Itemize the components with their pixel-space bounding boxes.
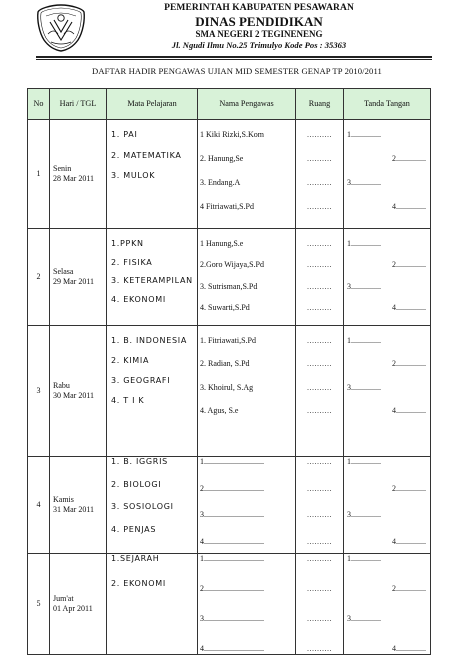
room-item: .......... xyxy=(307,510,332,520)
invigilator-item: 1. Fitriawati,S.Pd xyxy=(200,336,257,345)
subject-item: 1. B. INDONESIA xyxy=(111,336,187,345)
invigilator-item: 2.............................. xyxy=(200,584,264,593)
subject-item-cell xyxy=(107,229,198,326)
invigilator-item: 4.............................. xyxy=(200,536,264,546)
row-date: 31 Mar 2011 xyxy=(53,505,95,514)
invigilator-item: 2. Radian, S.Pd xyxy=(200,359,250,369)
invigilator-item-cell xyxy=(198,554,296,655)
signature-line-list xyxy=(344,554,430,654)
subject-item-list xyxy=(107,130,197,212)
row-date-cell xyxy=(50,120,107,229)
room-item: .......... xyxy=(307,382,332,392)
subject-item: 1.SEJARAH xyxy=(111,554,160,563)
signature-line: 3............... xyxy=(347,614,381,623)
room-item-cell xyxy=(296,554,344,655)
invigilator-item-cell xyxy=(198,457,296,554)
signature-line: 4............... xyxy=(392,302,426,312)
tut-wuri-handayani-logo-icon xyxy=(36,4,86,52)
invigilator-item-list xyxy=(198,336,295,416)
subject-item: 4. PENJAS xyxy=(111,524,157,534)
room-item: .......... xyxy=(307,281,332,291)
subject-item: 3. MULOK xyxy=(111,171,156,180)
room-item: .......... xyxy=(307,536,332,546)
signature-line: 3............... xyxy=(347,178,381,187)
row-day: Senin xyxy=(53,164,72,173)
invigilator-item-cell xyxy=(198,120,296,229)
subject-item-list xyxy=(107,239,197,313)
room-item: .......... xyxy=(307,336,332,345)
signature-line-cell xyxy=(344,326,431,457)
document-title: DAFTAR HADIR PENGAWAS UJIAN MID SEMESTER GENAP TP 2010/2011 xyxy=(92,66,382,76)
subject-item: 2. BIOLOGI xyxy=(111,479,162,489)
room-item-cell xyxy=(296,229,344,326)
letterhead-divider-thick xyxy=(36,56,432,58)
subject-item-list xyxy=(107,336,197,416)
invigilator-item-list xyxy=(198,554,295,654)
subject-item-cell xyxy=(107,326,198,457)
agency-name: DINAS PENDIDIKAN xyxy=(195,14,323,29)
header-room: Ruang xyxy=(296,89,344,120)
room-item: .......... xyxy=(307,202,332,211)
room-item-list xyxy=(296,457,343,547)
room-item-list xyxy=(296,554,343,654)
table-body xyxy=(28,120,431,655)
invigilator-item: 3. Sutrisman,S.Pd xyxy=(200,281,258,291)
invigilator-item: 2.Goro Wijaya,S.Pd xyxy=(200,260,264,270)
signature-line: 1............... xyxy=(347,457,381,466)
signature-line: 4............... xyxy=(392,536,426,546)
signature-line-cell xyxy=(344,229,431,326)
signature-line: 2............... xyxy=(392,154,426,163)
invigilator-item-list xyxy=(198,239,295,313)
signature-line: 4............... xyxy=(392,202,426,211)
signature-line: 3............... xyxy=(347,281,381,291)
signature-line-list xyxy=(344,130,430,212)
subject-item: 1.PPKN xyxy=(111,239,144,248)
subject-item-cell xyxy=(107,554,198,655)
table-row xyxy=(28,554,431,655)
signature-line: 2............... xyxy=(392,584,426,593)
invigilator-item: 2.............................. xyxy=(200,483,264,493)
room-item: .......... xyxy=(307,614,332,623)
subject-item: 2. EKONOMI xyxy=(111,579,166,588)
invigilator-item-cell xyxy=(198,326,296,457)
invigilator-item: 4.............................. xyxy=(200,644,264,653)
room-item-cell xyxy=(296,120,344,229)
row-date: 29 Mar 2011 xyxy=(53,277,95,286)
header-subject: Mata Pelajaran xyxy=(107,89,198,120)
room-item: .......... xyxy=(307,239,332,248)
signature-line: 1............... xyxy=(347,554,381,563)
room-item: .......... xyxy=(307,302,332,312)
room-item-cell xyxy=(296,326,344,457)
subject-item-cell xyxy=(107,120,198,229)
invigilator-item: 1.............................. xyxy=(200,457,264,466)
signature-line-cell xyxy=(344,554,431,655)
room-item: .......... xyxy=(307,584,332,593)
invigilator-item-list xyxy=(198,457,295,547)
signature-line: 2............... xyxy=(392,260,426,270)
room-item: .......... xyxy=(307,154,332,163)
subject-item: 2. KIMIA xyxy=(111,356,150,365)
letterhead-divider-thin xyxy=(36,59,432,60)
row-number: 1 xyxy=(28,120,50,229)
letterhead xyxy=(0,0,474,56)
subject-item-cell xyxy=(107,457,198,554)
signature-line: 1............... xyxy=(347,336,381,345)
row-number: 4 xyxy=(28,457,50,554)
signature-line-list xyxy=(344,336,430,416)
room-item: .......... xyxy=(307,260,332,270)
subject-item: 3. KETERAMPILAN xyxy=(111,276,193,285)
row-date-cell xyxy=(50,554,107,655)
government-name: PEMERINTAH KABUPATEN PESAWARAN xyxy=(164,3,354,13)
signature-line: 3............... xyxy=(347,510,381,520)
school-name: SMA NEGERI 2 TEGINENENG xyxy=(195,29,323,39)
signature-line: 4............... xyxy=(392,644,426,653)
row-date-cell xyxy=(50,229,107,326)
room-item: .......... xyxy=(307,405,332,415)
row-date-cell xyxy=(50,326,107,457)
invigilator-item-list xyxy=(198,130,295,212)
invigilator-item: 4. Agus, S.e xyxy=(200,405,239,415)
signature-line: 4............... xyxy=(392,405,426,415)
signature-line: 2............... xyxy=(392,483,426,493)
table-row xyxy=(28,120,431,229)
row-number: 3 xyxy=(28,326,50,457)
signature-line-cell xyxy=(344,457,431,554)
row-number: 2 xyxy=(28,229,50,326)
room-item: .......... xyxy=(307,457,332,466)
subject-item: 3. SOSIOLOGI xyxy=(111,502,174,511)
table-row xyxy=(28,326,431,457)
row-day: Jum'at xyxy=(53,594,74,603)
room-item: .......... xyxy=(307,554,332,563)
room-item-list xyxy=(296,239,343,313)
signature-line: 3............... xyxy=(347,382,381,392)
room-item: .......... xyxy=(307,483,332,493)
subject-item: 4. EKONOMI xyxy=(111,294,166,304)
signature-line-cell xyxy=(344,120,431,229)
subject-item: 3. GEOGRAFI xyxy=(111,376,171,385)
signature-line-list xyxy=(344,457,430,547)
signature-line: 1............... xyxy=(347,130,381,139)
table-row xyxy=(28,229,431,326)
invigilator-item: 3. Khoirul, S.Ag xyxy=(200,382,254,392)
row-date-cell xyxy=(50,457,107,554)
row-day: Kamis xyxy=(53,495,74,504)
room-item: .......... xyxy=(307,644,332,653)
invigilator-item: 4 Fitriawati,S.Pd xyxy=(200,202,255,211)
header-no: No xyxy=(28,89,50,120)
room-item-list xyxy=(296,130,343,212)
row-number: 5 xyxy=(28,554,50,655)
row-date: 01 Apr 2011 xyxy=(53,604,93,613)
invigilator-item: 3. Endang.A xyxy=(200,178,241,187)
header-invigilator: Nama Pengawas xyxy=(198,89,296,120)
subject-item: 1. PAI xyxy=(111,130,138,139)
signature-line: 2............... xyxy=(392,359,426,369)
signature-line: 1............... xyxy=(347,239,381,248)
invigilator-item: 1 Kiki Rizki,S.Kom xyxy=(200,130,265,139)
room-item-cell xyxy=(296,457,344,554)
invigilator-item-cell xyxy=(198,229,296,326)
subject-item: 1. B. IGGRIS xyxy=(111,457,168,466)
row-date: 30 Mar 2011 xyxy=(53,391,95,400)
row-date: 28 Mar 2011 xyxy=(53,174,95,183)
room-item-list xyxy=(296,336,343,416)
invigilator-item: 3.............................. xyxy=(200,614,264,623)
room-item: .......... xyxy=(307,178,332,187)
subject-item-list xyxy=(107,457,197,547)
table-row xyxy=(28,457,431,554)
room-item: .......... xyxy=(307,130,332,139)
attendance-table xyxy=(27,88,431,655)
room-item: .......... xyxy=(307,359,332,369)
school-address: Jl. Ngudi Ilmu No.25 Trimulyo Kode Pos : 35363 xyxy=(171,40,347,50)
subject-item: 2. MATEMATIKA xyxy=(111,150,182,160)
row-day: Selasa xyxy=(53,267,74,276)
row-day: Rabu xyxy=(53,381,70,390)
invigilator-item: 4. Suwarti,S.Pd xyxy=(200,302,250,312)
header-date: Hari / TGL xyxy=(50,89,107,120)
table-header-row xyxy=(28,89,431,120)
invigilator-item: 2. Hanung,Se xyxy=(200,154,244,163)
letterhead-text xyxy=(90,3,428,51)
subject-item: 2. FISIKA xyxy=(111,257,153,267)
subject-item: 4. T I K xyxy=(111,396,145,405)
invigilator-item: 3.............................. xyxy=(200,510,264,520)
invigilator-item: 1.............................. xyxy=(200,554,264,563)
signature-line-list xyxy=(344,239,430,313)
invigilator-item: 1 Hanung,S.e xyxy=(200,239,244,248)
header-signature: Tanda Tangan xyxy=(344,89,431,120)
subject-item-list xyxy=(107,554,197,654)
